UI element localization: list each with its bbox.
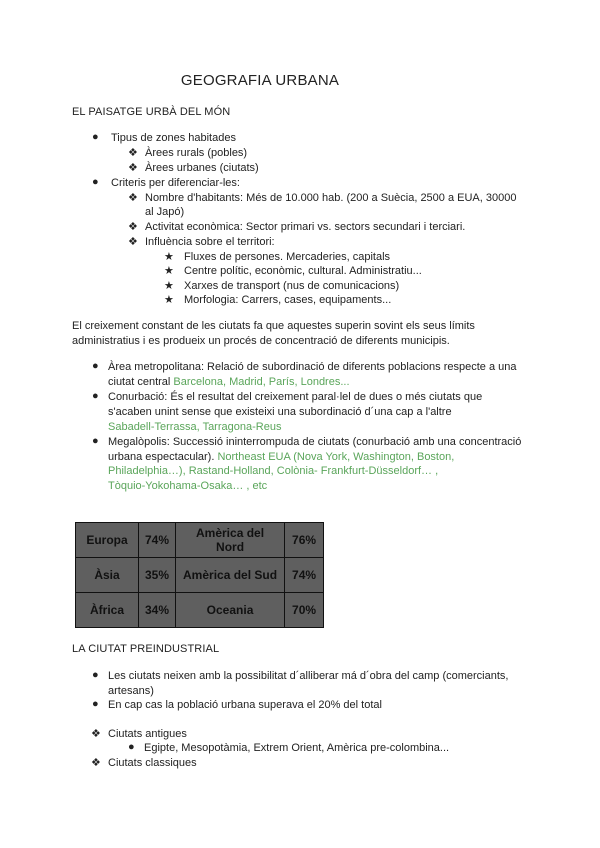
- list-item: Activitat econòmica: Sector primari vs. sectors secundari i terciari.: [145, 221, 466, 233]
- diamond-bullet-icon: ❖: [128, 147, 138, 159]
- diamond-bullet-icon: ❖: [128, 162, 138, 174]
- bullet-icon: ●: [92, 435, 99, 447]
- diamond-bullet-icon: ❖: [128, 221, 138, 233]
- bullet-icon: ●: [92, 698, 99, 710]
- table-row: [76, 523, 324, 558]
- bullet-icon: ●: [92, 176, 99, 188]
- bullet-icon: ●: [92, 669, 99, 681]
- list-item: Fluxes de persones. Mercaderies, capitals: [184, 251, 391, 263]
- paragraph-line: El creixement constant de les ciutats fa que aquestes superin sovint els seus límits: [72, 320, 475, 332]
- example-text: Barcelona, Madrid, París, Londres...: [173, 376, 350, 388]
- table-cell: Amèrica del Nord: [176, 523, 285, 558]
- list-item: Morfologia: Carrers, cases, equipaments...: [184, 294, 392, 306]
- list-item-continuation: al Japó): [145, 206, 185, 218]
- table-row: [76, 558, 324, 593]
- list-item: Àrea metropolitana: Relació de subordinació de diferents poblacions respecte a una: [108, 361, 517, 373]
- bullet-icon: ●: [92, 390, 99, 402]
- list-item-continuation: [108, 450, 454, 464]
- text: ciutat central: [108, 376, 174, 388]
- star-bullet-icon: ★: [164, 294, 174, 306]
- table-cell: 34%: [139, 593, 176, 628]
- list-item: Les ciutats neixen amb la possibilitat d´alliberar má d´obra del camp (comerciants,: [108, 670, 509, 682]
- list-item: Ciutats antigues: [108, 728, 187, 740]
- table-cell: Àsia: [76, 558, 139, 593]
- diamond-bullet-icon: ❖: [128, 192, 138, 204]
- bullet-icon: ●: [92, 131, 99, 143]
- table-cell: 74%: [139, 523, 176, 558]
- paragraph-line: administratius i es produeix un procés de concentració de diferents municipis.: [72, 335, 450, 347]
- list-item-continuation: s'acaben unint sense que existeixi una subordinació d´una cap a l'altre: [108, 406, 452, 418]
- list-item: Criteris per diferenciar-les:: [111, 177, 240, 189]
- list-item: Àrees rurals (pobles): [145, 147, 248, 159]
- table-cell: Àfrica: [76, 593, 139, 628]
- table-cell: Europa: [76, 523, 139, 558]
- star-bullet-icon: ★: [164, 280, 174, 292]
- diamond-bullet-icon: ❖: [91, 728, 101, 740]
- example-text: Northeast EUA (Nova York, Washington, Boston,: [217, 451, 455, 463]
- list-item: Egipte, Mesopotàmia, Extrem Orient, Amèrica pre-colombina...: [144, 742, 450, 754]
- section-heading-paisatge: EL PAISATGE URBÀ DEL MÓN: [72, 106, 231, 118]
- diamond-bullet-icon: ❖: [128, 236, 138, 248]
- list-item-continuation: artesans): [108, 685, 154, 697]
- section-heading-preindustrial: LA CIUTAT PREINDUSTRIAL: [72, 643, 220, 655]
- page-title: GEOGRAFIA URBANA: [180, 72, 340, 89]
- example-text: Philadelphia…), Rastand-Holland, Colònia- Frankfurt-Düsseldorf… ,: [108, 465, 439, 477]
- list-item: Conurbació: És el resultat del creixement paral·lel de dues o més ciutats que: [108, 391, 483, 403]
- list-item: Nombre d'habitants: Més de 10.000 hab. (200 a Suècia, 2500 a EUA, 30000: [145, 192, 517, 204]
- list-item: Xarxes de transport (nus de comunicacions): [184, 280, 400, 292]
- table-cell: 76%: [285, 523, 324, 558]
- star-bullet-icon: ★: [164, 265, 174, 277]
- example-text: Sabadell-Terrassa, Tarragona-Reus: [108, 421, 282, 433]
- urban-population-table: [75, 522, 324, 628]
- bullet-icon: ●: [92, 360, 99, 372]
- list-item: Tipus de zones habitades: [111, 132, 236, 144]
- star-bullet-icon: ★: [164, 251, 174, 263]
- list-item: Ciutats classiques: [108, 757, 197, 769]
- list-item: Àrees urbanes (ciutats): [145, 162, 259, 174]
- list-item: Megalòpolis: Successió ininterrompuda de ciutats (conurbació amb una concentració: [108, 436, 522, 448]
- text: urbana espectacular).: [108, 451, 218, 463]
- example-text: Tòquio-Yokohama-Osaka… , etc: [108, 480, 268, 492]
- bullet-icon: ●: [128, 741, 135, 753]
- table-cell: 35%: [139, 558, 176, 593]
- table-row: [76, 593, 324, 628]
- diamond-bullet-icon: ❖: [91, 757, 101, 769]
- table-cell: 70%: [285, 593, 324, 628]
- list-item-continuation: [108, 375, 350, 389]
- table-cell: Amèrica del Sud: [176, 558, 285, 593]
- list-item: En cap cas la població urbana superava el 20% del total: [108, 699, 382, 711]
- list-item: Influència sobre el territori:: [145, 236, 275, 248]
- table-cell: 74%: [285, 558, 324, 593]
- list-item: Centre polític, econòmic, cultural. Administratiu...: [184, 265, 422, 277]
- table-cell: Oceania: [176, 593, 285, 628]
